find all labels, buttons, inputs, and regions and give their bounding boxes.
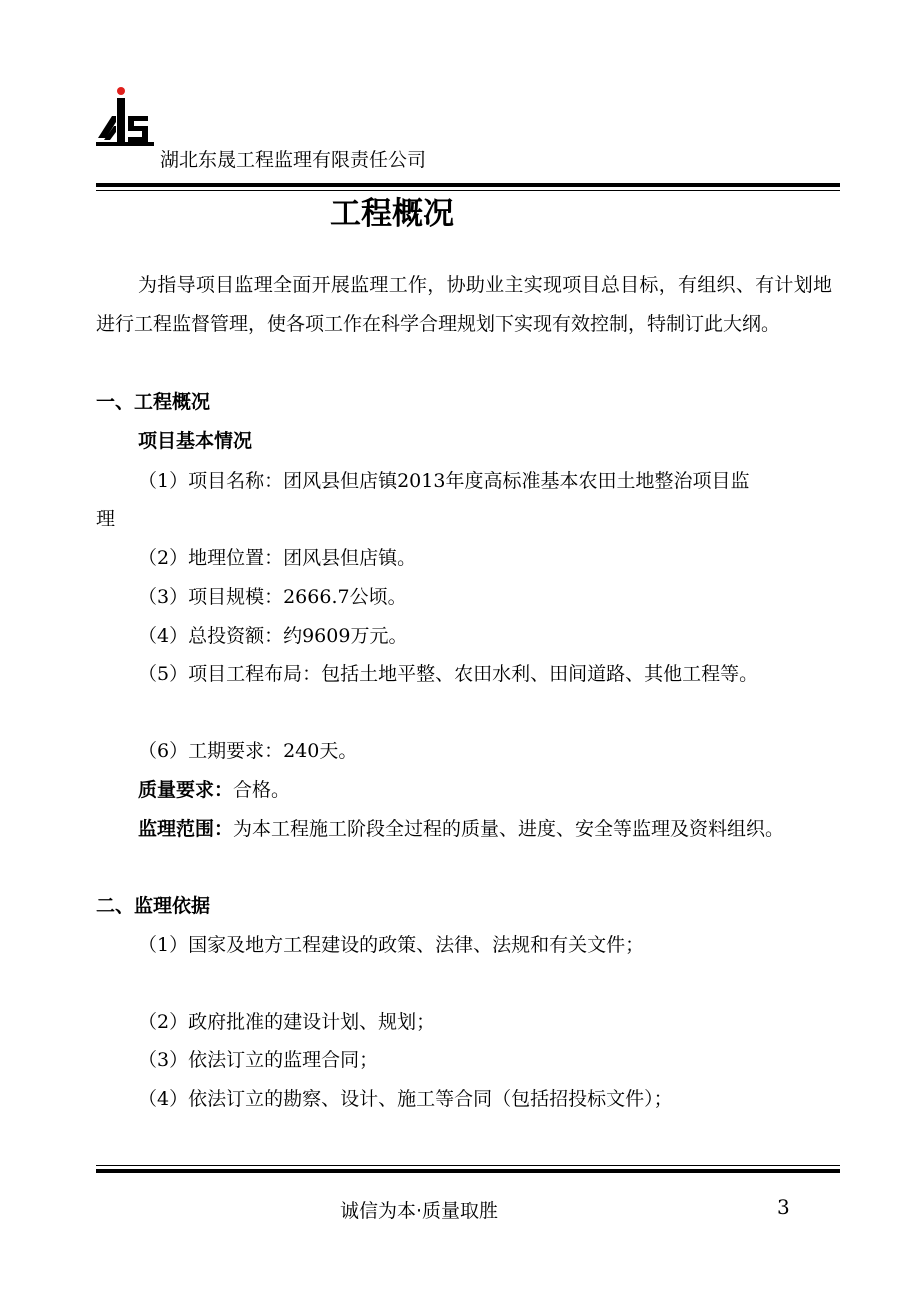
section-2-item-2: （2）政府批准的建设计划、规划； (138, 1011, 436, 1033)
section-1-subheading: 项目基本情况 (138, 430, 253, 452)
section-1-item-3: （3）项目规模：2666.7公顷。 (138, 586, 407, 608)
footer-slogan: 诚信为本·质量取胜 (340, 1200, 499, 1222)
footer-rule-thick (96, 1169, 840, 1173)
section-2-heading: 二、监理依据 (96, 895, 211, 917)
quality-value: 合格。 (233, 779, 291, 801)
section-2-item-1: （1）国家及地方工程建设的政策、法律、法规和有关文件； (138, 934, 645, 956)
page-number: 3 (777, 1195, 790, 1219)
section-1-item-4: （4）总投资额：约9609万元。 (138, 625, 408, 647)
intro-paragraph: 为指导项目监理全面开展监理工作，协助业主实现项目总目标，有组织、有计划地进行工程监督管理，使各项工作在科学合理规划下实现有效控制，特制订此大纲。 (96, 274, 832, 335)
document-title: 工程概况 (330, 196, 454, 232)
section-1-item-5: （5）项目工程布局：包括土地平整、农田水利、田间道路、其他工程等。 (138, 663, 759, 685)
scope-label: 监理范围： (138, 818, 234, 840)
quality-label: 质量要求： (138, 779, 234, 801)
scope-value: 为本工程施工阶段全过程的质量、进度、安全等监理及资料组织。 (233, 818, 785, 840)
section-1-item-1-continuation: 理 (96, 508, 116, 530)
company-logo-icon (94, 86, 156, 148)
section-1-item-1: （1）项目名称：团风县但店镇2013年度高标准基本农田土地整治项目监 (138, 470, 750, 492)
section-2-item-4: （4）依法订立的勘察、设计、施工等合同（包括招投标文件）； (138, 1088, 673, 1110)
header-rule-thick (96, 183, 840, 187)
footer-rule-thin (96, 1165, 840, 1166)
company-name: 湖北东晟工程监理有限责任公司 (160, 149, 427, 171)
section-1-item-6: （6）工期要求：240天。 (138, 740, 358, 762)
section-1-heading: 一、工程概况 (96, 391, 211, 413)
quality-requirement (138, 775, 290, 802)
supervision-scope (138, 814, 784, 841)
section-1-item-2: （2）地理位置：团风县但店镇。 (138, 547, 417, 569)
section-2-item-3: （3）依法订立的监理合同； (138, 1049, 379, 1071)
header-rule-thin (96, 190, 840, 191)
